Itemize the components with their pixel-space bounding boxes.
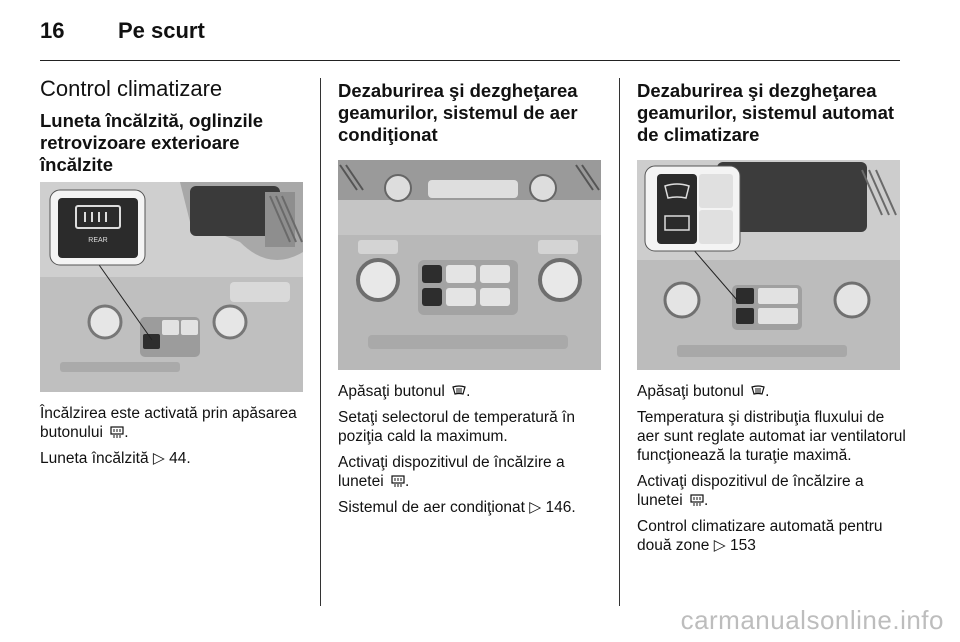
reference-arrow-icon: ▷ <box>529 499 542 516</box>
windshield-defrost-icon <box>452 385 466 397</box>
column-defrost-ac <box>338 74 608 524</box>
paragraph-text: Apăsaţi butonul <box>637 383 744 400</box>
paragraph-press-button: Apăsaţi butonul . <box>637 383 770 400</box>
dashboard-photo <box>637 160 900 370</box>
paragraph-reference <box>40 449 310 468</box>
column-defrost-auto <box>637 74 907 562</box>
subsection-title: Dezaburirea şi dezgheţarea geamurilor, sistemul de aer condiţionat <box>338 80 578 145</box>
rear-defrost-icon <box>110 426 124 438</box>
page-header-title: Pe scurt <box>118 18 205 43</box>
paragraph-reference <box>637 517 907 555</box>
paragraph-press-button: Apăsaţi butonul . <box>338 383 471 400</box>
paragraph-set-temperature: Setaţi selectorul de temperatură în poziţia cald la maximum. <box>338 409 575 445</box>
paragraph-text: Luneta încălzită <box>40 450 149 467</box>
paragraph-text: Activaţi dispozitivul de încălzire a lunetei <box>338 454 565 490</box>
reference-arrow-icon: ▷ <box>713 537 726 554</box>
page-reference[interactable]: 146. <box>545 499 576 516</box>
section-title: Control climatizare <box>40 76 223 101</box>
page-number: 16 <box>40 18 65 43</box>
subsection-title: Dezaburirea şi dezgheţarea geamurilor, sistemul automat de climatizare <box>637 80 895 145</box>
page-reference[interactable]: 44. <box>169 450 191 467</box>
header-rule <box>40 60 900 61</box>
rear-button-label: REAR <box>88 237 108 244</box>
column-divider-2 <box>619 78 620 606</box>
paragraph-text: Sistemul de aer condiţionat <box>338 499 525 516</box>
paragraph-reference <box>338 498 608 517</box>
paragraph-auto-regulated: Temperatura şi distribuţia fluxului de aer sunt reglate automat iar ventilatorul funcţionează la turaţie maximă. <box>637 409 906 464</box>
page-reference[interactable]: 153 <box>729 537 756 554</box>
rear-defrost-icon <box>391 475 405 487</box>
paragraph-text: Încălzirea este activată prin apăsarea butonului <box>40 405 297 441</box>
dashboard-photo <box>338 160 601 370</box>
paragraph-rear-window: Activaţi dispozitivul de încălzire a lunetei . <box>637 473 864 509</box>
column-heated-rear-window <box>40 74 310 475</box>
watermark: carmanualsonline.info <box>680 605 944 635</box>
rear-defrost-icon <box>690 494 704 506</box>
subsection-title: Luneta încălzită, oglinzile retrovizoare exterioare încălzite <box>40 110 264 175</box>
paragraph-text: Apăsaţi butonul <box>338 383 445 400</box>
paragraph-text: Control climatizare automată pentru două zone <box>637 518 883 554</box>
windshield-defrost-icon <box>751 385 765 397</box>
dashboard-photo <box>40 182 303 392</box>
paragraph-rear-window: Activaţi dispozitivul de încălzire a lunetei . <box>338 454 565 490</box>
column-divider-1 <box>320 78 321 606</box>
paragraph-activate: Încălzirea este activată prin apăsarea butonului . <box>40 405 297 441</box>
paragraph-text: Activaţi dispozitivul de încălzire a lunetei <box>637 473 864 509</box>
reference-arrow-icon: ▷ <box>152 450 165 467</box>
